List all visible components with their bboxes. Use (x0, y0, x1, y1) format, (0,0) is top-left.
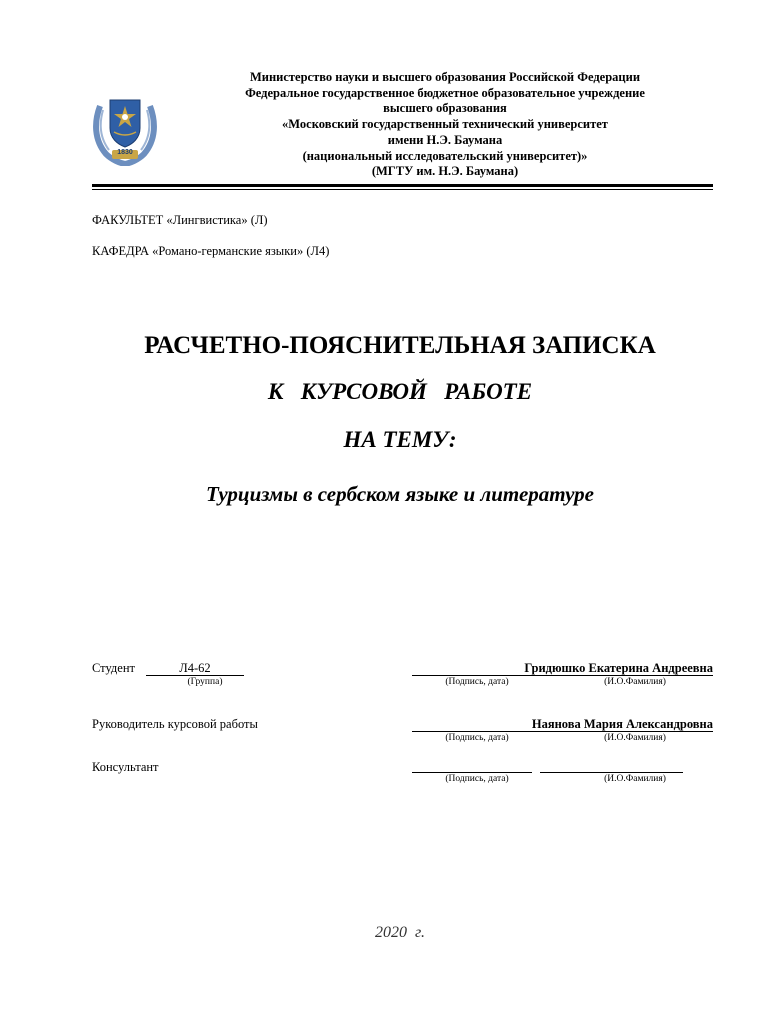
header-line-institution-type: Федеральное государственное бюджетное образовательное учреждение (245, 85, 645, 100)
student-sign-caption: (Подпись, дата) (445, 677, 509, 687)
consultant-name-line (540, 760, 683, 773)
student-name-caption: (И.О.Фамилия) (604, 677, 666, 687)
consultant-label: Консультант (92, 760, 159, 774)
header-divider-thin (92, 189, 713, 190)
university-emblem (92, 92, 158, 166)
document-year: 2020 г. (374, 924, 426, 941)
emblem-year: 1830 (117, 149, 133, 156)
faculty-line: ФАКУЛЬТЕТ «Лингвистика» (Л) (92, 213, 268, 227)
document-title: РАСЧЕТНО-ПОЯСНИТЕЛЬНАЯ ЗАПИСКА (144, 332, 656, 359)
group-caption: (Группа) (187, 677, 223, 687)
supervisor-name-caption: (И.О.Фамилия) (604, 733, 666, 743)
supervisor-name-field (500, 717, 713, 732)
header-divider-thick (92, 184, 713, 187)
institution-header (175, 70, 715, 180)
student-name: Гридюшко Екатерина Андреевна (524, 661, 713, 675)
supervisor-sign-caption: (Подпись, дата) (445, 733, 509, 743)
student-name-field (492, 661, 713, 676)
header-line-research-status: (национальный исследовательский университет)» (302, 148, 588, 163)
consultant-sign-caption: (Подпись, дата) (445, 774, 509, 784)
supervisor-name: Наянова Мария Александровна (531, 717, 713, 731)
student-signature-line (412, 661, 492, 676)
consultant-signature-line (412, 760, 532, 773)
student-group-field (146, 661, 244, 676)
document-subtitle: К КУРСОВОЙ РАБОТЕ (267, 379, 533, 404)
supervisor-signature-line (412, 717, 500, 732)
topic-label: НА ТЕМУ: (343, 427, 457, 452)
supervisor-label: Руководитель курсовой работы (92, 717, 258, 731)
student-group-value: Л4-62 (179, 661, 211, 675)
header-line-education-level: высшего образования (383, 101, 507, 116)
header-line-university-name: «Московский государственный технический университет (282, 117, 608, 132)
topic-title: Турцизмы в сербском языке и литературе (206, 482, 594, 506)
consultant-name-caption: (И.О.Фамилия) (604, 774, 666, 784)
student-label: Студент (92, 661, 135, 675)
header-line-ministry: Министерство науки и высшего образования Российской Федерации (249, 70, 641, 84)
header-line-named-after: имени Н.Э. Баумана (387, 132, 503, 147)
department-line: КАФЕДРА «Романо-германские языки» (Л4) (92, 244, 330, 258)
header-line-abbreviation: (МГТУ им. Н.Э. Баумана) (371, 164, 519, 179)
